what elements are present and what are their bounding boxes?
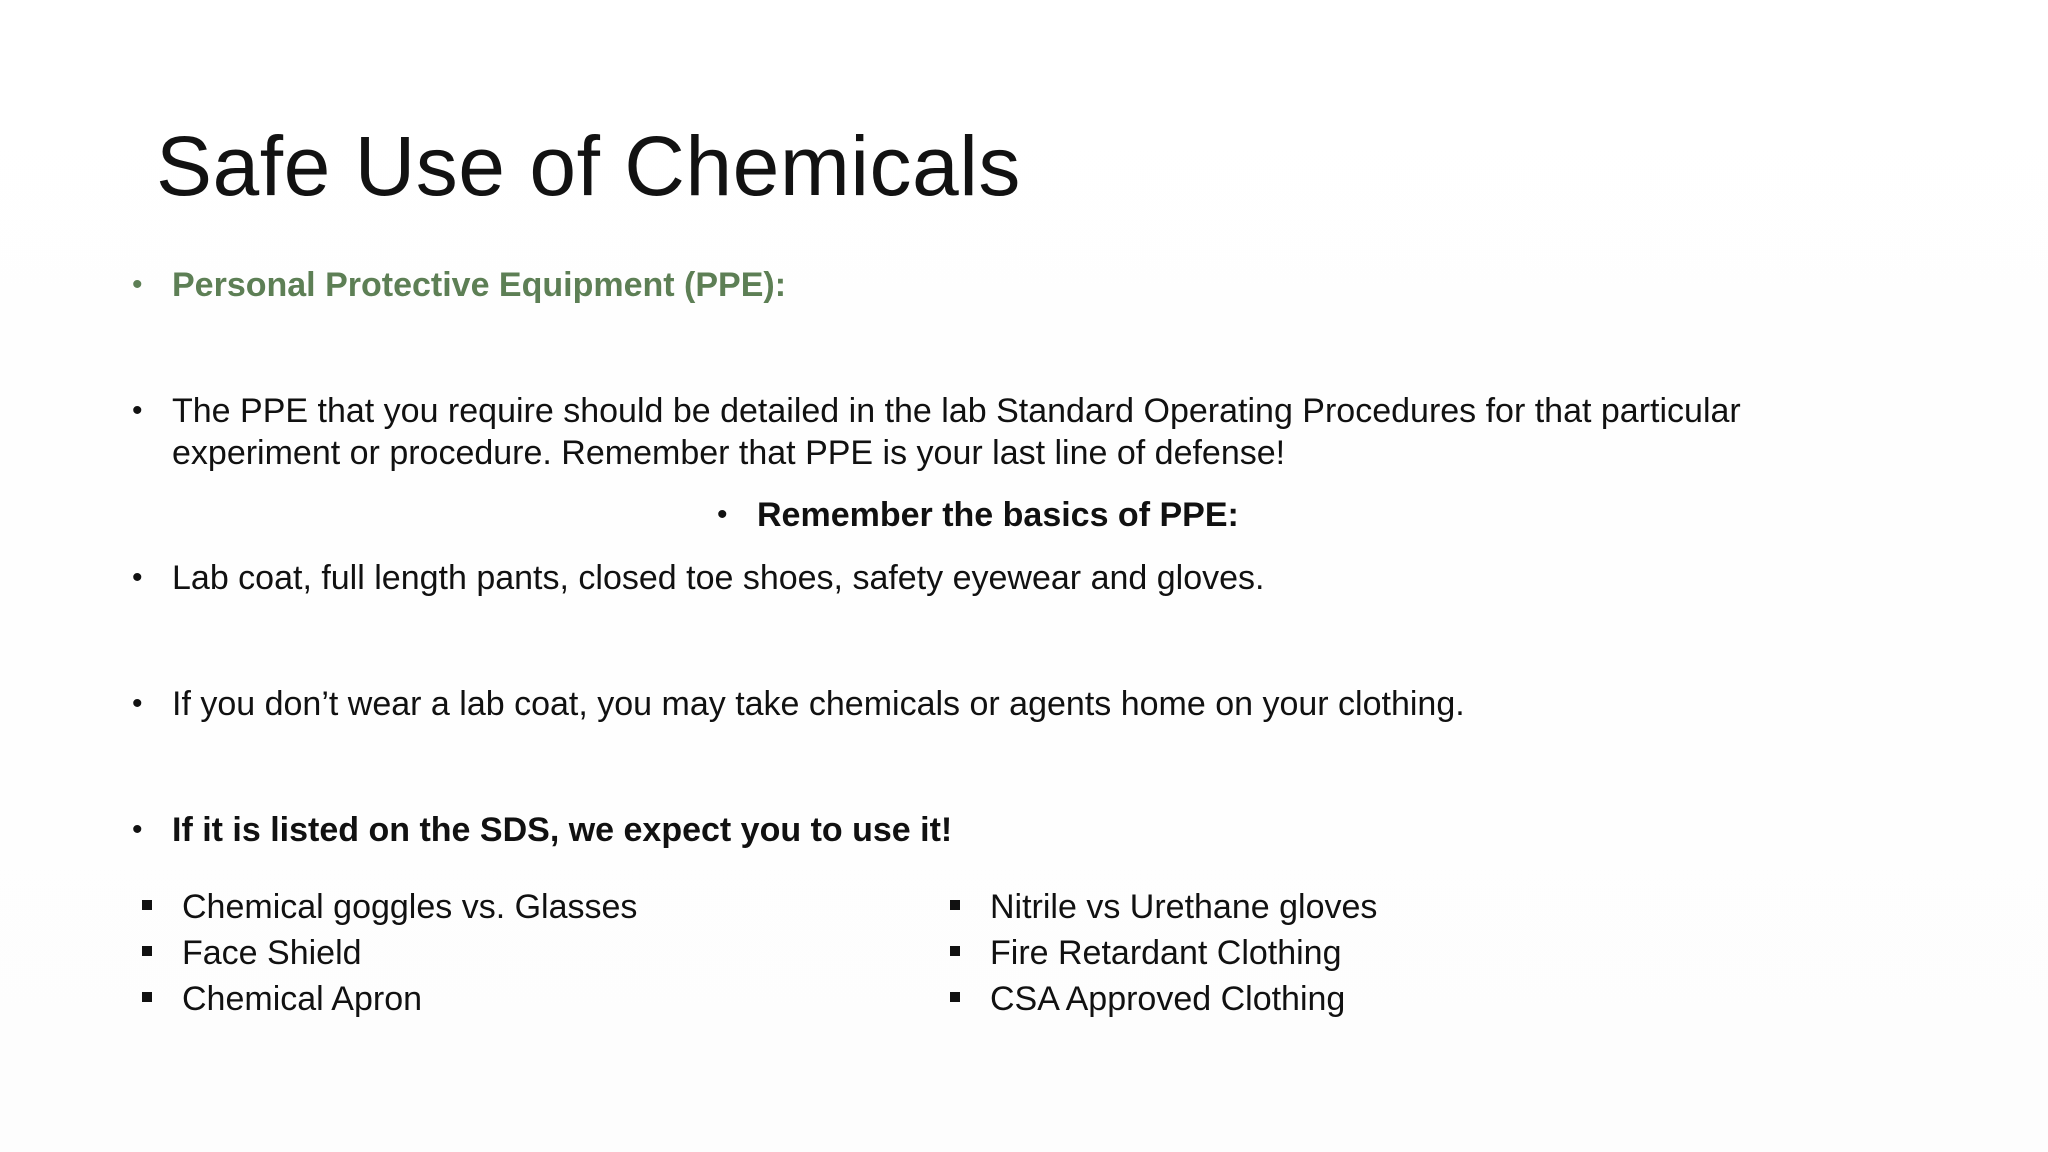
list-item-text: CSA Approved Clothing bbox=[990, 980, 1346, 1018]
bullet-dot: • bbox=[717, 498, 728, 531]
square-bullet-icon bbox=[142, 992, 152, 1002]
ppe-sop-line-2: experiment or procedure. Remember that PPE is your last line of defense! bbox=[172, 434, 1286, 472]
list-item-text: Face Shield bbox=[182, 934, 362, 972]
list-item-text: Nitrile vs Urethane gloves bbox=[990, 888, 1378, 926]
slide-title: Safe Use of Chemicals bbox=[156, 119, 1021, 213]
ppe-sop-line-1: The PPE that you require should be detailed in the lab Standard Operating Procedures for that particular bbox=[172, 392, 1741, 430]
list-item-text: Chemical goggles vs. Glasses bbox=[182, 888, 638, 926]
square-bullet-icon bbox=[142, 900, 152, 910]
list-item-text: Fire Retardant Clothing bbox=[990, 934, 1342, 972]
bullet-dot: • bbox=[132, 561, 143, 594]
square-bullet-icon bbox=[142, 946, 152, 956]
clothing-warning-text: If you don’t wear a lab coat, you may take chemicals or agents home on your clothing. bbox=[172, 685, 1465, 723]
square-bullet-icon bbox=[950, 900, 960, 910]
bullet-dot: • bbox=[132, 268, 143, 301]
bullet-dot: • bbox=[132, 394, 143, 427]
list-item-text: Chemical Apron bbox=[182, 980, 423, 1018]
bullet-dot: • bbox=[132, 813, 143, 846]
lab-coat-text: Lab coat, full length pants, closed toe shoes, safety eyewear and gloves. bbox=[172, 559, 1265, 597]
sds-text: If it is listed on the SDS, we expect you to use it! bbox=[172, 811, 953, 849]
ppe-heading-text: Personal Protective Equipment (PPE): bbox=[172, 266, 787, 304]
bullet-dot: • bbox=[132, 687, 143, 720]
remember-basics-text: Remember the basics of PPE: bbox=[757, 496, 1239, 534]
square-bullet-icon bbox=[950, 992, 960, 1002]
square-bullet-icon bbox=[950, 946, 960, 956]
